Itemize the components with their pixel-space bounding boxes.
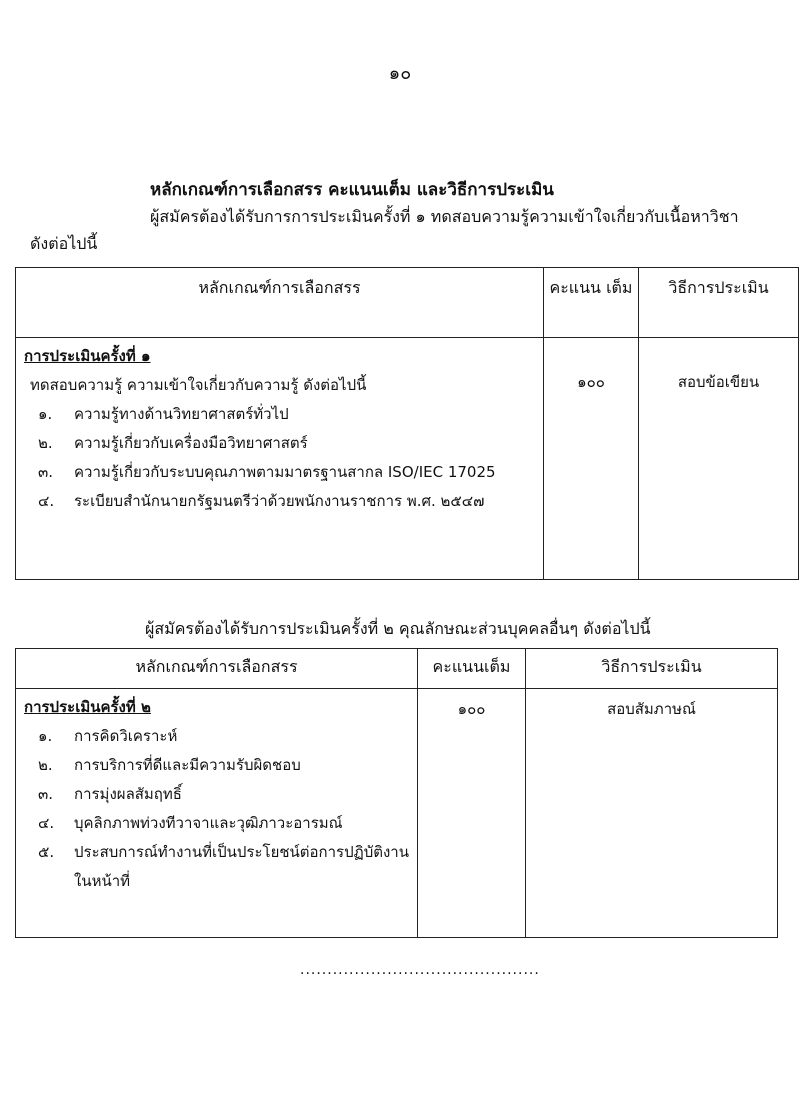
- list-item: [38, 429, 543, 458]
- criteria-header: หลักเกณฑ์การเลือกสรร: [16, 268, 544, 338]
- score-header: คะแนนเต็ม: [418, 649, 526, 689]
- item-number: ๕.: [38, 843, 55, 861]
- table-row: [16, 338, 799, 580]
- footer-dotted-line: ............................................: [300, 962, 540, 978]
- round2-criteria-table: [15, 648, 778, 938]
- item-number: ๓.: [38, 463, 54, 481]
- score-cell: [544, 338, 639, 580]
- criteria-cell: [16, 338, 544, 580]
- list-item: [38, 722, 417, 751]
- round2-intro: ผู้สมัครต้องได้รับการประเมินครั้งที่ ๒ คุณลักษณะส่วนบุคคลอื่นๆ ดังต่อไปนี้: [145, 619, 651, 638]
- list-item: [38, 400, 543, 429]
- item-number: ๔.: [38, 814, 55, 832]
- item-number: ๑.: [38, 405, 53, 423]
- criteria-list: [16, 400, 543, 516]
- round-description: ทดสอบความรู้ ความเข้าใจเกี่ยวกับความรู้ ดังต่อไปนี้: [30, 376, 367, 394]
- item-text: การบริการที่ดีและมีความรับผิดชอบ: [74, 756, 301, 774]
- score-cell: [418, 689, 526, 938]
- round1-intro: ผู้สมัครต้องได้รับการการประเมินครั้งที่ ๑ ทดสอบความรู้ความเข้าใจเกี่ยวกับเนื้อหาวิชา: [150, 207, 739, 226]
- item-text: บุคลิกภาพท่วงทีวาจาและวุฒิภาวะอารมณ์: [74, 814, 343, 832]
- item-text: ความรู้เกี่ยวกับระบบคุณภาพตามมาตรฐานสากล ISO/IEC 17025: [74, 463, 496, 481]
- item-number: ๑.: [38, 727, 53, 745]
- table-header-row: [16, 649, 778, 689]
- list-item: [38, 809, 417, 838]
- method-cell: [526, 689, 778, 938]
- round1-criteria-table: [15, 267, 799, 580]
- criteria-cell: [16, 689, 418, 938]
- evaluation-method: สอบสัมภาษณ์: [607, 700, 696, 718]
- item-number: ๓.: [38, 785, 54, 803]
- item-text: ประสบการณ์ทำงานที่เป็นประโยชน์ต่อการปฏิบัติงานในหน้าที่: [74, 843, 409, 890]
- method-header: วิธีการประเมิน: [639, 268, 799, 338]
- method-cell: [639, 338, 799, 580]
- score-header: คะแนน เต็ม: [544, 268, 639, 338]
- list-item: [38, 780, 417, 809]
- item-number: ๔.: [38, 492, 55, 510]
- item-text: การมุ่งผลสัมฤทธิ์: [74, 785, 182, 803]
- item-text: ความรู้ทางด้านวิทยาศาสตร์ทั่วไป: [74, 405, 289, 423]
- item-text: ความรู้เกี่ยวกับเครื่องมือวิทยาศาสตร์: [74, 434, 308, 452]
- item-text: การคิดวิเคราะห์: [74, 727, 178, 745]
- criteria-header: หลักเกณฑ์การเลือกสรร: [16, 649, 418, 689]
- list-item: [38, 487, 543, 516]
- table-header-row: [16, 268, 799, 338]
- list-item: [38, 838, 417, 896]
- full-score: ๑๐๐: [457, 700, 486, 718]
- evaluation-method: สอบข้อเขียน: [677, 373, 760, 391]
- section-heading: หลักเกณฑ์การเลือกสรร คะแนนเต็ม และวิธีการประเมิน: [150, 180, 554, 200]
- table-row: [16, 689, 778, 938]
- round1-intro-continued: ดังต่อไปนี้: [30, 234, 98, 253]
- page-number: ๑๐: [388, 63, 412, 84]
- item-text: ระเบียบสำนักนายกรัฐมนตรีว่าด้วยพนักงานราชการ พ.ศ. ๒๕๔๗: [74, 492, 485, 510]
- round-title: การประเมินครั้งที่ ๑: [24, 347, 151, 365]
- full-score: ๑๐๐: [577, 373, 605, 391]
- round-title: การประเมินครั้งที่ ๒: [24, 698, 151, 716]
- criteria-list: [16, 722, 417, 896]
- item-number: ๒.: [38, 756, 53, 774]
- method-header: วิธีการประเมิน: [526, 649, 778, 689]
- list-item: [38, 751, 417, 780]
- item-number: ๒.: [38, 434, 53, 452]
- list-item: [38, 458, 543, 487]
